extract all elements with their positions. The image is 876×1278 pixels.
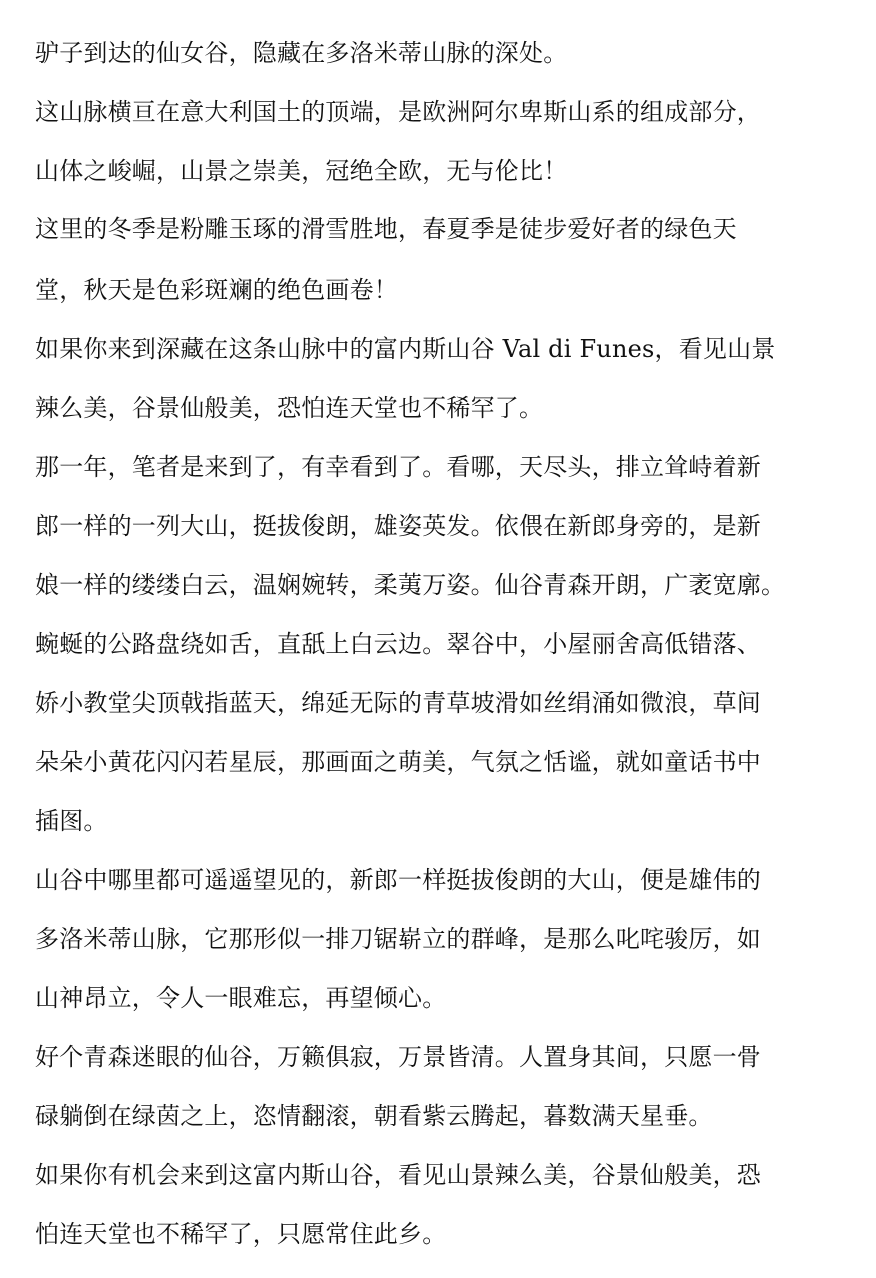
text-line-4: 这里的冬季是粉雕玉琢的滑雪胜地，春夏季是徒步爱好者的绿色天 bbox=[35, 215, 737, 243]
text-line-14: 插图。 bbox=[35, 807, 108, 835]
text-line-15: 山谷中哪里都可遥遥望见的，新郎一样挺拔俊朗的大山，便是雄伟的 bbox=[35, 866, 761, 894]
text-line-19: 碌躺倒在绿茵之上，恣情翻滚，朝看紫云腾起，暮数满天星垂。 bbox=[35, 1102, 713, 1130]
text-line-17: 山神昂立，令人一眼难忘，再望倾心。 bbox=[35, 984, 447, 1012]
text-line-7: 辣么美，谷景仙般美，恐怕连天堂也不稀罕了。 bbox=[35, 394, 544, 422]
text-line-10: 娘一样的缕缕白云，温娴婉转，柔荑万姿。仙谷青森开朗，广袤宽廓。 bbox=[35, 571, 786, 599]
text-line-9: 郎一样的一列大山，挺拔俊朗，雄姿英发。依偎在新郎身旁的，是新 bbox=[35, 512, 761, 540]
text-line-5: 堂，秋天是色彩斑斓的绝色画卷！ bbox=[35, 276, 398, 304]
text-line-13: 朵朵小黄花闪闪若星辰，那画面之萌美，气氛之恬谧，就如童话书中 bbox=[35, 748, 761, 776]
text-line-16: 多洛米蒂山脉，它那形似一排刀锯崭立的群峰，是那么叱咤骏厉，如 bbox=[35, 925, 761, 953]
text-line-20: 如果你有机会来到这富内斯山谷，看见山景辣么美，谷景仙般美，恐 bbox=[35, 1161, 761, 1189]
text-line-21: 怕连天堂也不稀罕了，只愿常住此乡。 bbox=[35, 1220, 447, 1248]
text-line-11: 蜿蜒的公路盘绕如舌，直舐上白云边。翠谷中，小屋丽舍高低错落、 bbox=[35, 630, 761, 658]
text-line-12: 娇小教堂尖顶戟指蓝天，绵延无际的青草坡滑如丝绢涌如微浪，草间 bbox=[35, 689, 761, 717]
text-line-3: 山体之峻崛，山景之崇美，冠绝全欧，无与伦比！ bbox=[35, 157, 568, 185]
text-line-2: 这山脉横亘在意大利国土的顶端，是欧洲阿尔卑斯山系的组成部分， bbox=[35, 98, 761, 126]
text-line-1: 驴子到达的仙女谷，隐藏在多洛米蒂山脉的深处。 bbox=[35, 39, 568, 67]
text-line-6: 如果你来到深藏在这条山脉中的富内斯山谷 Val di Funes，看见山景 bbox=[35, 335, 776, 363]
text-line-18: 好个青森迷眼的仙谷，万籁俱寂，万景皆清。人置身其间，只愿一骨 bbox=[35, 1043, 761, 1071]
text-line-8: 那一年，笔者是来到了，有幸看到了。看哪，天尽头，排立耸峙着新 bbox=[35, 453, 761, 481]
